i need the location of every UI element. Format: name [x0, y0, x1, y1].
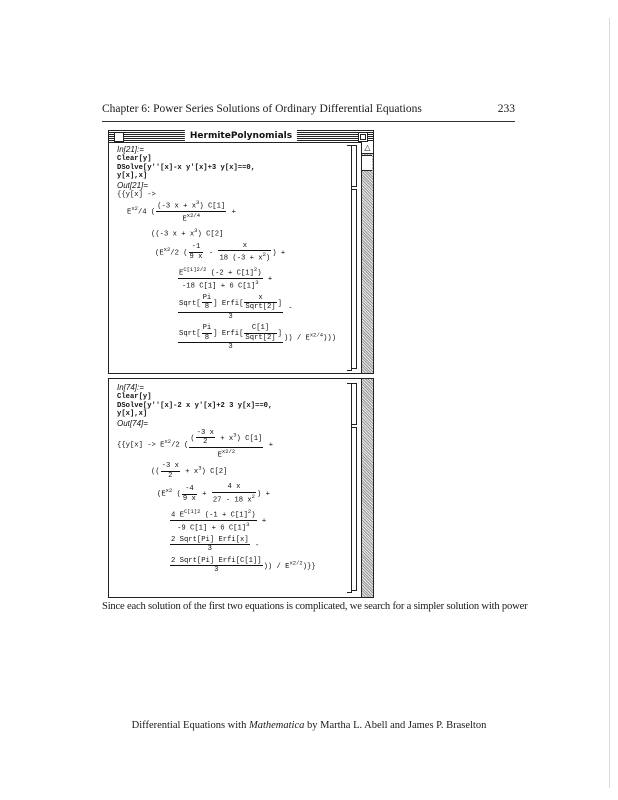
input-line[interactable]: DSolve[y''[x]-2 x y'[x]+2 3 y[x]==0,: [117, 401, 273, 410]
output-line: $\frac{4 E^{C[1]2} (-1 + C[1]^2)}{-9 C[1] + 6 C[1]^3}$ +: [171, 507, 267, 533]
notebook-content: [117, 383, 345, 575]
fraction: $\frac{(-3 x + x^3) C[1]}{E^{x2/4}}$: [157, 199, 226, 224]
input-label: In[74]:=: [117, 383, 144, 392]
body-paragraph: Since each solution of the first two equations is complicated, we search for a simpler solution with power: [102, 601, 528, 612]
output-line: Sqrt[ $\frac{Pi}{8}$ ] Erfi[ $\frac{C[1]}{\text{Sqrt[2]}}$ ] 3 )) / $E^{x2/4}$))): [179, 324, 337, 352]
page-footer: [0, 720, 618, 731]
output-line: $\frac{\text{2 Sqrt[Pi] Erfi[C[1]]}}{3}$ )) / $E^{x2/2}$)}}: [171, 556, 316, 575]
running-head: [102, 103, 515, 117]
vertical-scrollbar[interactable]: [361, 142, 373, 373]
notebook-window-2: [108, 378, 374, 598]
output-line: (( $\frac{-3 x}{2}$ + $x^3$) C[2]: [151, 462, 228, 480]
output-line: {{y[x] ->: [117, 190, 156, 199]
output-line: $E^{x2}/4$ ( $\frac{(-3 x + x^3) C[1]}{E^{x2/4}}$ +: [127, 199, 236, 224]
input-line[interactable]: y[x],x]: [117, 172, 148, 180]
output-line: {{$y[x] -> E^{x2}/2$ ( ( $\frac{-3 x}{2}$ + $x^3$) C[1] $E^{x2/2}$ +: [117, 428, 274, 459]
output-cell-bracket[interactable]: [352, 427, 357, 591]
output-line: Sqrt[ $\frac{Pi}{8}$ ] Erfi[ $\frac{x}{\text{Sqrt[2]}}$ ] 3 -: [179, 293, 293, 321]
input-label: In[21]:=: [117, 145, 144, 154]
scroll-thumb[interactable]: [362, 155, 372, 171]
output-line: ((-3 $x + x^3$) C[2]: [151, 226, 224, 239]
output-cell-bracket[interactable]: [352, 189, 357, 369]
window-title: HermitePolynomials: [185, 130, 297, 142]
close-box-icon[interactable]: [114, 132, 124, 142]
input-line[interactable]: DSolve[y''[x]-x y'[x]+3 y[x]==0,: [117, 163, 256, 172]
header-rule: [102, 121, 515, 122]
page-number: 233: [497, 103, 515, 115]
output-line: $\frac{E^{C[1]2/2} (-2 + C[1]^2)}{-18 C[1] + 6 C[1]^3}$ +: [179, 266, 273, 291]
input-cell-bracket[interactable]: [352, 145, 357, 187]
chapter-title: Chapter 6: Power Series Solutions of Ordinary Differential Equations: [102, 103, 422, 115]
window-titlebar[interactable]: [109, 131, 373, 143]
footer-suffix: by Martha L. Abell and James P. Braselton: [304, 720, 487, 731]
footer-prefix: Differential Equations with: [131, 720, 249, 731]
input-line[interactable]: y[x],x]: [117, 410, 148, 418]
notebook-window-hermite: [108, 130, 374, 374]
output-line: $\frac{\text{2 Sqrt[Pi] Erfi[x]}}{3}$ -: [171, 535, 260, 554]
input-line[interactable]: Clear[y]: [117, 393, 152, 401]
notebook-content: [117, 145, 345, 352]
output-label: Out[21]=: [117, 180, 148, 190]
input-cell-bracket[interactable]: [352, 383, 357, 425]
scroll-up-arrow-icon[interactable]: △: [362, 142, 373, 154]
output-label: Out[74]=: [117, 418, 148, 428]
footer-book-title: Mathematica: [248, 720, 305, 731]
vertical-scrollbar[interactable]: [361, 379, 373, 597]
output-line: ($E^{x2}/2$ ( $\frac{-1}{9 x}$ - $\frac{x}{18 (-3 + x^2)}$ ) +: [155, 241, 286, 263]
output-line: ($E^{x2}$ ( $\frac{-4}{9 x}$ + $\frac{4 x}{27 - 18 x^2}$ ) +: [157, 483, 270, 505]
input-line[interactable]: Clear[y]: [117, 155, 152, 163]
zoom-box-icon[interactable]: [358, 132, 368, 142]
page-edge-rule: [609, 18, 610, 788]
